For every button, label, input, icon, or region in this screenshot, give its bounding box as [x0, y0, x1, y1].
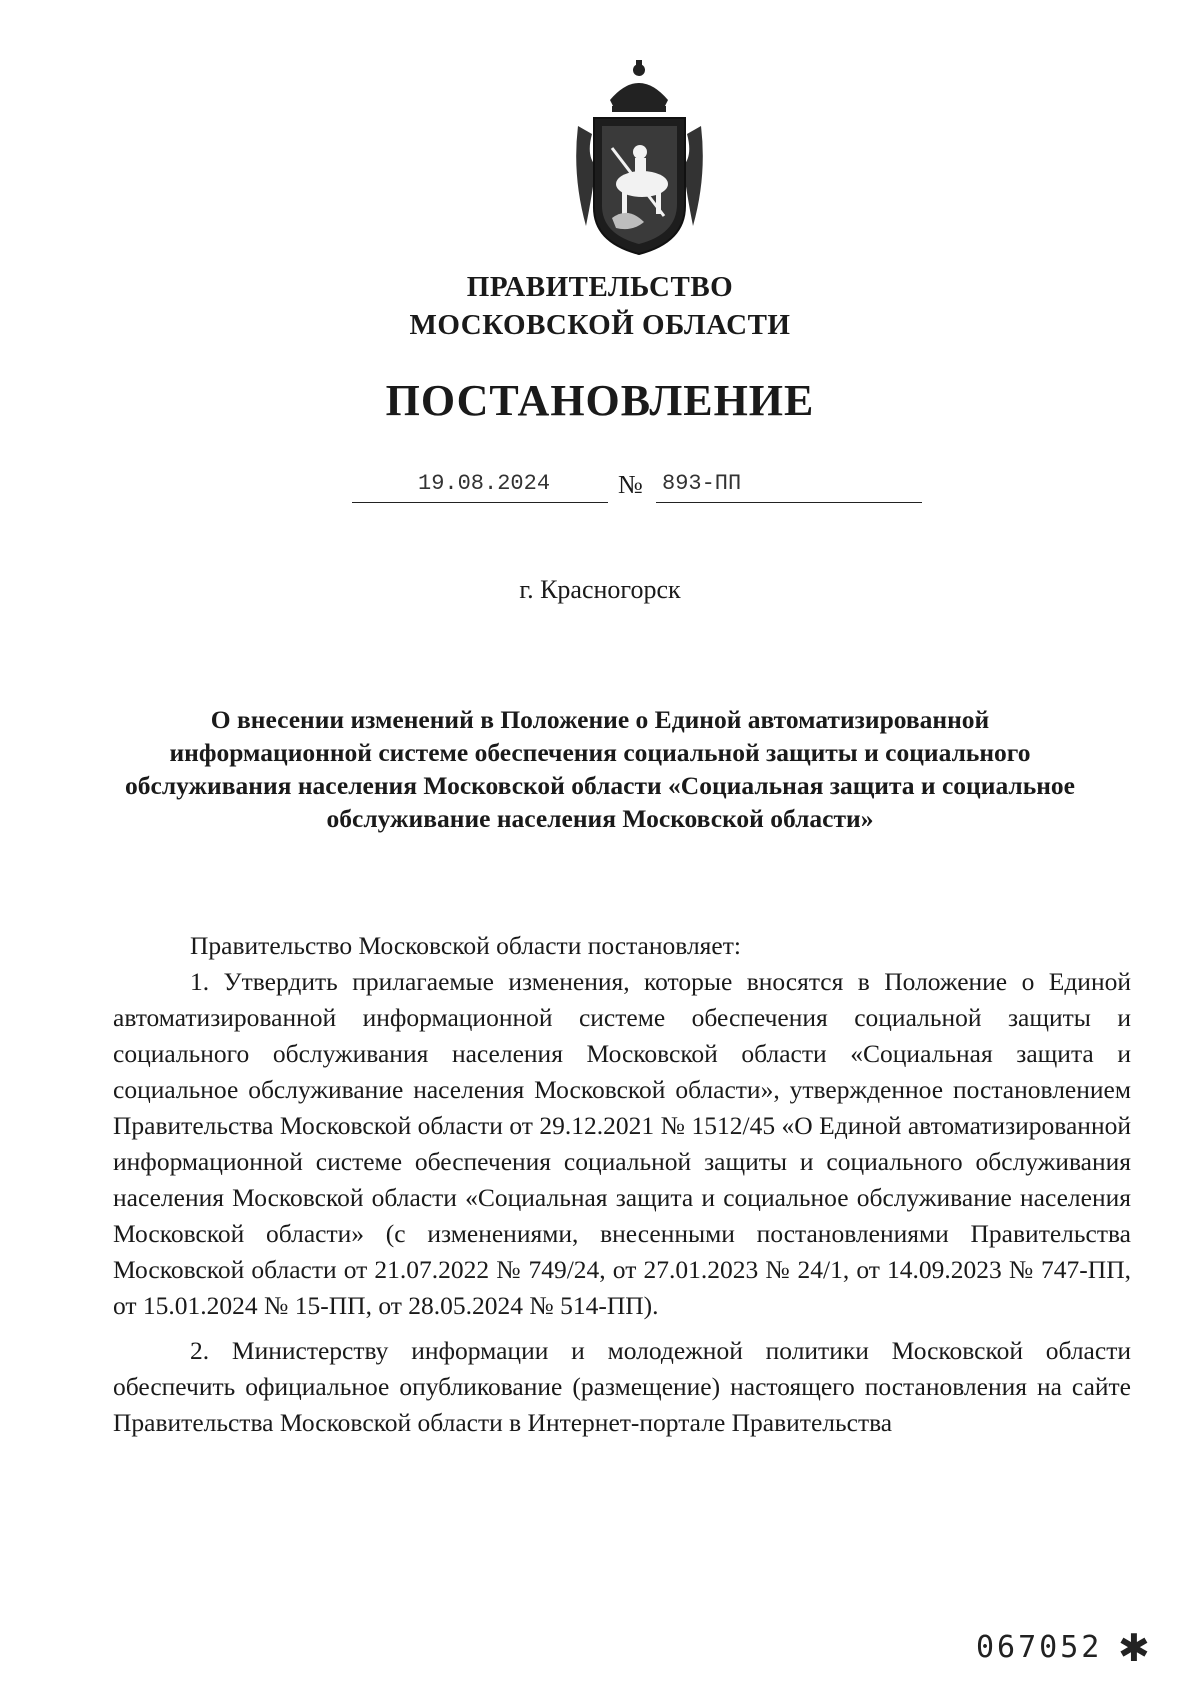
issue-city: г. Красногорск [519, 575, 681, 604]
body-lead: Правительство Московской области постановляет: [190, 931, 741, 960]
footer-serial-number: 067052 [976, 1630, 1103, 1665]
coat-of-arms-icon [572, 56, 707, 261]
document-body [113, 928, 1131, 1441]
number-sign: № [618, 470, 643, 499]
footer-star-mark: ✱ [1118, 1628, 1150, 1670]
body-paragraph-1: 1. Утвердить прилагаемые изменения, которые вносятся в Положение о Единой автоматизированной информационной системе обеспечения социальной защиты и социального обслуживания населения Московской области «Социальная защита и социальное обслуживание населения Московской области», утвержденное постановлением Правительства Московской области от 29.12.2021 № 1512/45 «О Единой автоматизированной информационной системе обеспечения социальной защиты и социального обслуживания населения Московской области «Социальная защита и социальное обслуживание населения Московской области» (с изменениями, внесенными постановлениями Правительства Московской области от 21.07.2022 № 749/24, от 27.01.2023 № 24/1, от 14.09.2023 № 747-ПП, от 15.01.2024 № 15-ПП, от 28.05.2024 № 514-ПП). [113, 967, 1131, 1320]
organization-name [0, 268, 1200, 344]
document-number: 893-ПП [662, 471, 742, 496]
organization-line-1: ПРАВИТЕЛЬСТВО [466, 271, 734, 303]
number-underline [656, 502, 922, 503]
document-type-title: ПОСТАНОВЛЕНИЕ [385, 376, 815, 425]
date-underline [352, 502, 608, 503]
body-paragraph-2: 2. Министерству информации и молодежной политики Московской области обеспечить официальное опубликование (размещение) настоящего постановления на сайте Правительства Московской области в Интернет-портале Правительства [113, 1336, 1131, 1437]
organization-line-2: МОСКОВСКОЙ ОБЛАСТИ [409, 309, 791, 341]
document-subject: О внесении изменений в Положение о Единой автоматизированной информационной системе обеспечения социальной защиты и социального обслуживания населения Московской области «Социальная защита и социальное обслуживание населения Московской области» [125, 705, 1075, 833]
registration-row [352, 466, 922, 506]
document-date: 19.08.2024 [418, 471, 551, 496]
